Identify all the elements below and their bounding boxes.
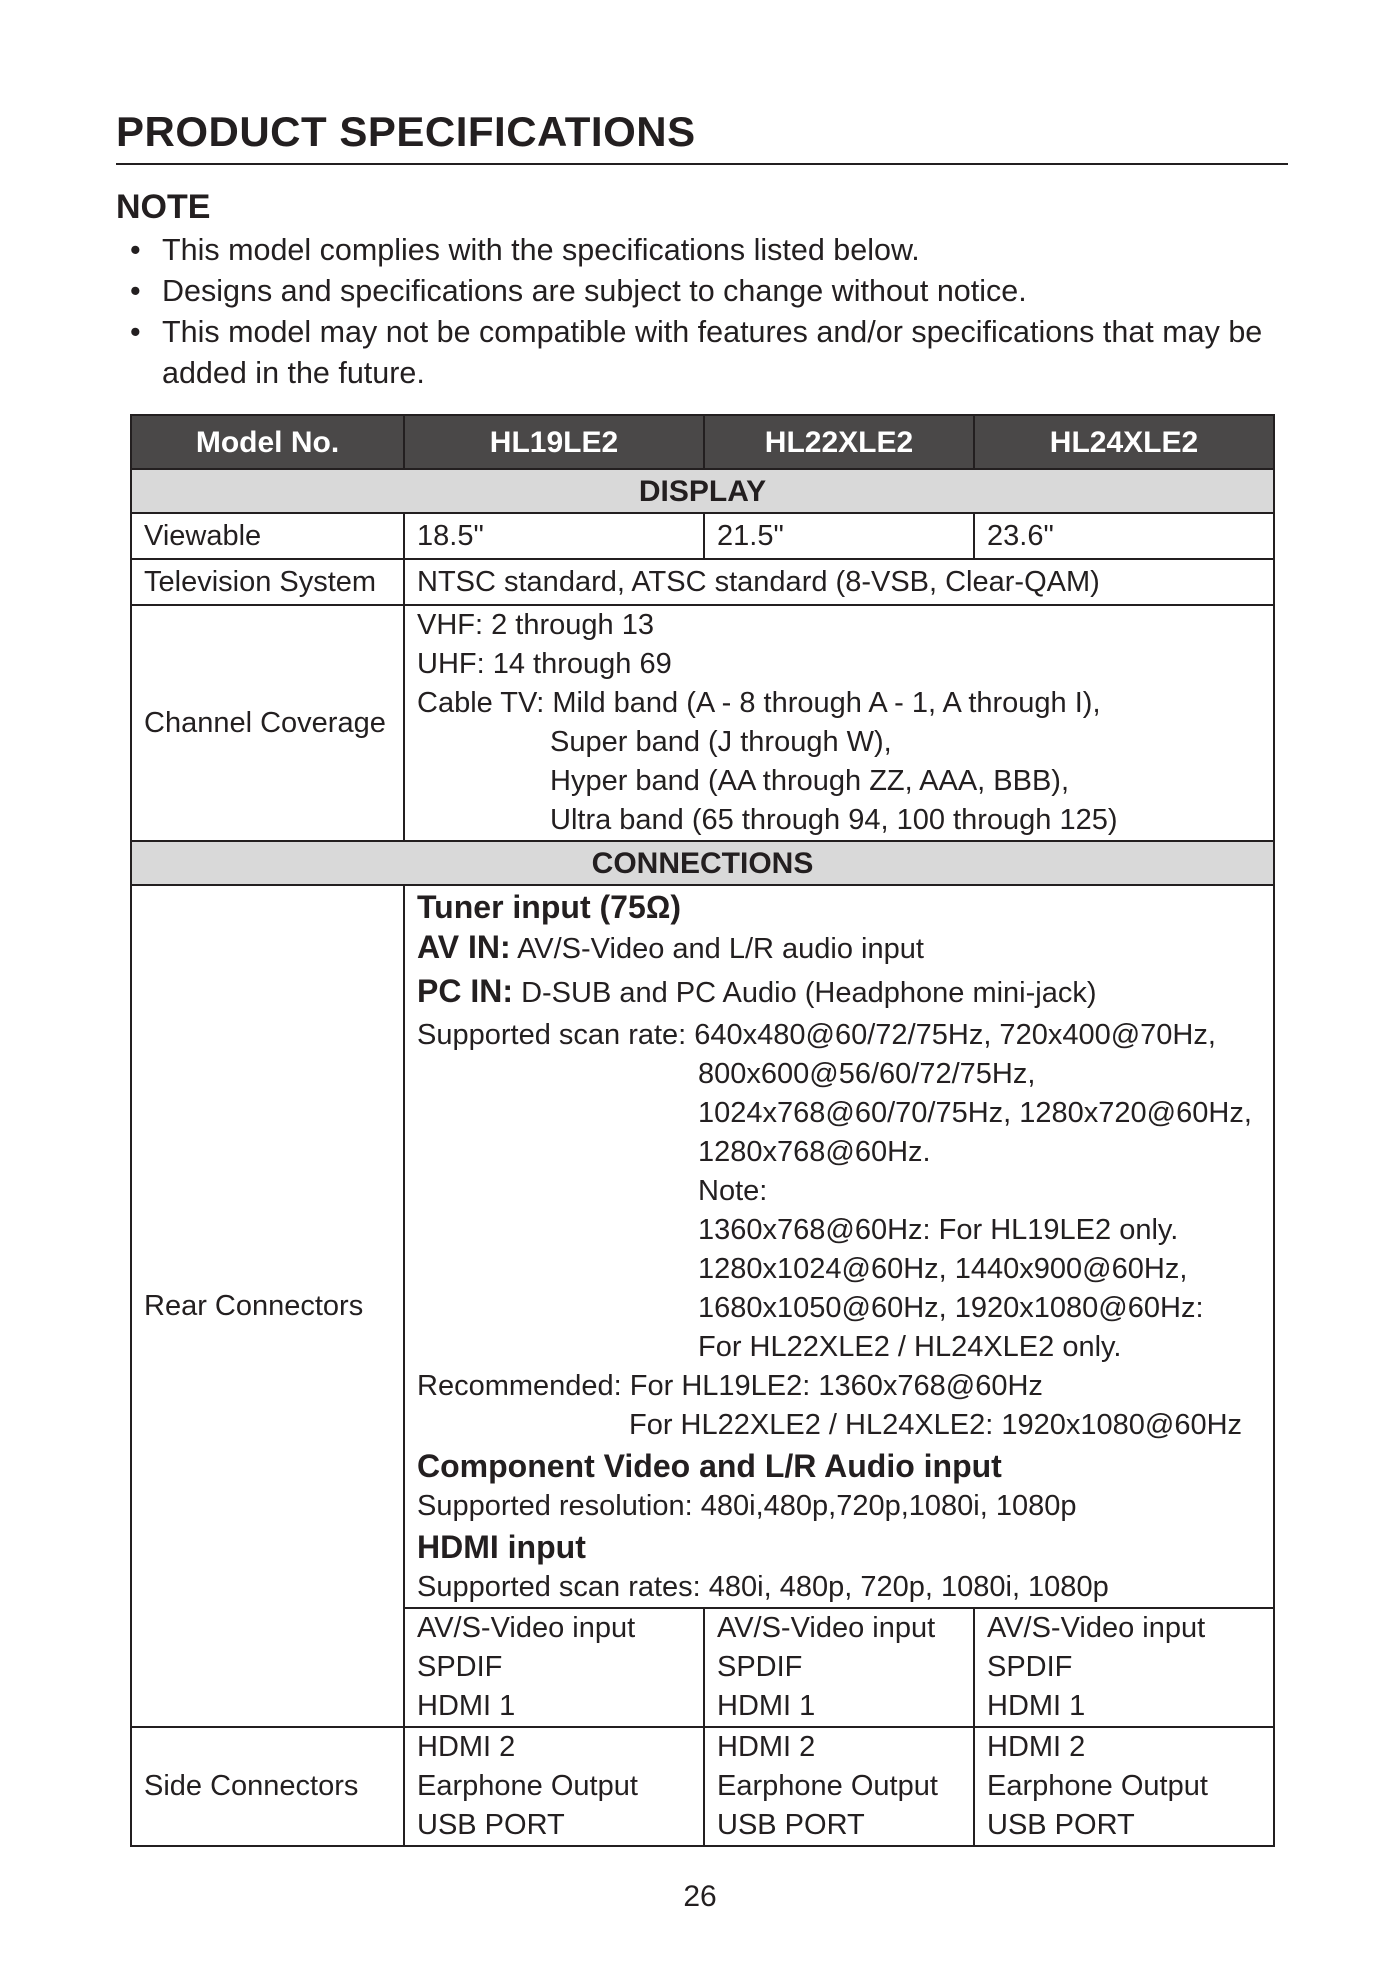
channel-coverage-row bbox=[131, 605, 1274, 841]
side-item: Earphone Output bbox=[417, 1770, 638, 1802]
side-item: Earphone Output bbox=[717, 1770, 938, 1802]
section-display: DISPLAY bbox=[131, 469, 1274, 513]
rear-item: HDMI 1 bbox=[417, 1690, 516, 1722]
section-display-row bbox=[131, 469, 1274, 513]
hyper-band-line: Hyper band (AA through ZZ, AAA, BBB), bbox=[550, 765, 1070, 797]
note-item: • This model complies with the specifications listed below. bbox=[130, 230, 1300, 271]
side-item: USB PORT bbox=[717, 1809, 865, 1841]
pc-in-line bbox=[417, 972, 1261, 1013]
side-model-cell bbox=[974, 1727, 1274, 1846]
scan-rate-line: 1680x1050@60Hz, 1920x1080@60Hz: bbox=[698, 1292, 1204, 1324]
note-item: • This model may not be compatible with features and/or specifications that may be added in the future. bbox=[130, 312, 1300, 394]
title-divider bbox=[116, 163, 1288, 165]
rear-model-cell bbox=[704, 1608, 974, 1727]
rear-model-cell bbox=[404, 1608, 704, 1727]
section-connections: CONNECTIONS bbox=[131, 841, 1274, 885]
scan-rate-line: 800x600@56/60/72/75Hz, bbox=[698, 1058, 1036, 1090]
side-item: HDMI 2 bbox=[987, 1731, 1086, 1763]
ultra-band-line: Ultra band (65 through 94, 100 through 125) bbox=[550, 804, 1118, 836]
pc-in-text: D-SUB and PC Audio (Headphone mini-jack) bbox=[521, 977, 1097, 1009]
rear-item: HDMI 1 bbox=[717, 1690, 816, 1722]
rear-item: AV/S-Video input bbox=[417, 1612, 636, 1644]
cable-line: Cable TV: Mild band (A - 8 through A - 1, A through I), bbox=[417, 687, 1101, 719]
page-title: PRODUCT SPECIFICATIONS bbox=[116, 108, 696, 155]
hdmi-heading: HDMI input bbox=[417, 1529, 586, 1565]
viewable-value: 21.5" bbox=[704, 513, 974, 559]
side-connectors-label: Side Connectors bbox=[131, 1727, 404, 1846]
recommended-line: For HL22XLE2 / HL24XLE2: 1920x1080@60Hz bbox=[629, 1409, 1243, 1441]
scan-rate-line: 1280x768@60Hz. bbox=[698, 1136, 931, 1168]
scan-rate-line: 1024x768@60/70/75Hz, 1280x720@60Hz, bbox=[698, 1097, 1252, 1129]
hdmi-scan-rates: Supported scan rates: 480i, 480p, 720p, 1080i, 1080p bbox=[417, 1571, 1109, 1603]
channel-coverage-value bbox=[404, 605, 1274, 841]
rear-item: AV/S-Video input bbox=[987, 1612, 1206, 1644]
header-hl22xle2: HL22XLE2 bbox=[704, 415, 974, 469]
rear-model-cell bbox=[974, 1608, 1274, 1727]
rear-item: SPDIF bbox=[417, 1651, 503, 1683]
av-in-label: AV IN: bbox=[417, 929, 511, 965]
super-band-line: Super band (J through W), bbox=[550, 726, 892, 758]
rear-item: HDMI 1 bbox=[987, 1690, 1086, 1722]
rear-connectors-label: Rear Connectors bbox=[131, 885, 404, 1727]
rear-connectors-detail bbox=[404, 885, 1274, 1608]
tv-system-label: Television System bbox=[131, 559, 404, 605]
pc-in-label: PC IN: bbox=[417, 973, 513, 1009]
scan-rate-line: Note: bbox=[698, 1175, 768, 1207]
header-hl24xle2: HL24XLE2 bbox=[974, 415, 1274, 469]
scan-rate-line: 1280x1024@60Hz, 1440x900@60Hz, bbox=[698, 1253, 1188, 1285]
side-item: USB PORT bbox=[987, 1809, 1135, 1841]
rear-item: SPDIF bbox=[717, 1651, 803, 1683]
page-number: 26 bbox=[683, 1880, 717, 1913]
viewable-label: Viewable bbox=[131, 513, 404, 559]
viewable-value: 18.5" bbox=[404, 513, 704, 559]
side-model-cell bbox=[704, 1727, 974, 1846]
channel-coverage-label: Channel Coverage bbox=[131, 605, 404, 841]
recommended-line: Recommended: For HL19LE2: 1360x768@60Hz bbox=[417, 1370, 1043, 1402]
scan-rate-line: 1360x768@60Hz: For HL19LE2 only. bbox=[698, 1214, 1179, 1246]
side-item: Earphone Output bbox=[987, 1770, 1208, 1802]
scan-rate-line: For HL22XLE2 / HL24XLE2 only. bbox=[698, 1331, 1122, 1363]
header-row bbox=[131, 415, 1274, 469]
side-item: USB PORT bbox=[417, 1809, 565, 1841]
tv-system-value: NTSC standard, ATSC standard (8-VSB, Clear-QAM) bbox=[404, 559, 1274, 605]
component-heading: Component Video and L/R Audio input bbox=[417, 1448, 1002, 1484]
av-in-line bbox=[417, 928, 1261, 969]
rear-connectors-row bbox=[131, 885, 1274, 1608]
spec-table bbox=[130, 414, 1275, 1847]
rear-item: SPDIF bbox=[987, 1651, 1073, 1683]
vhf-line: VHF: 2 through 13 bbox=[417, 609, 654, 641]
viewable-value: 23.6" bbox=[974, 513, 1274, 559]
viewable-row bbox=[131, 513, 1274, 559]
side-item: HDMI 2 bbox=[417, 1731, 516, 1763]
side-model-cell bbox=[404, 1727, 704, 1846]
section-connections-row bbox=[131, 841, 1274, 885]
rear-item: AV/S-Video input bbox=[717, 1612, 936, 1644]
av-in-text: AV/S-Video and L/R audio input bbox=[517, 933, 924, 965]
scan-rate-line: Supported scan rate: 640x480@60/72/75Hz, 720x400@70Hz, bbox=[417, 1019, 1216, 1051]
note-item: • Designs and specifications are subject to change without notice. bbox=[130, 271, 1300, 312]
side-connectors-row bbox=[131, 1727, 1274, 1846]
side-item: HDMI 2 bbox=[717, 1731, 816, 1763]
header-hl19le2: HL19LE2 bbox=[404, 415, 704, 469]
note-list bbox=[130, 230, 1300, 394]
component-resolution: Supported resolution: 480i,480p,720p,1080i, 1080p bbox=[417, 1490, 1077, 1522]
note-heading: NOTE bbox=[116, 188, 211, 226]
uhf-line: UHF: 14 through 69 bbox=[417, 648, 672, 680]
header-model-no: Model No. bbox=[131, 415, 404, 469]
tuner-input: Tuner input (75Ω) bbox=[417, 889, 681, 925]
tv-system-row bbox=[131, 559, 1274, 605]
